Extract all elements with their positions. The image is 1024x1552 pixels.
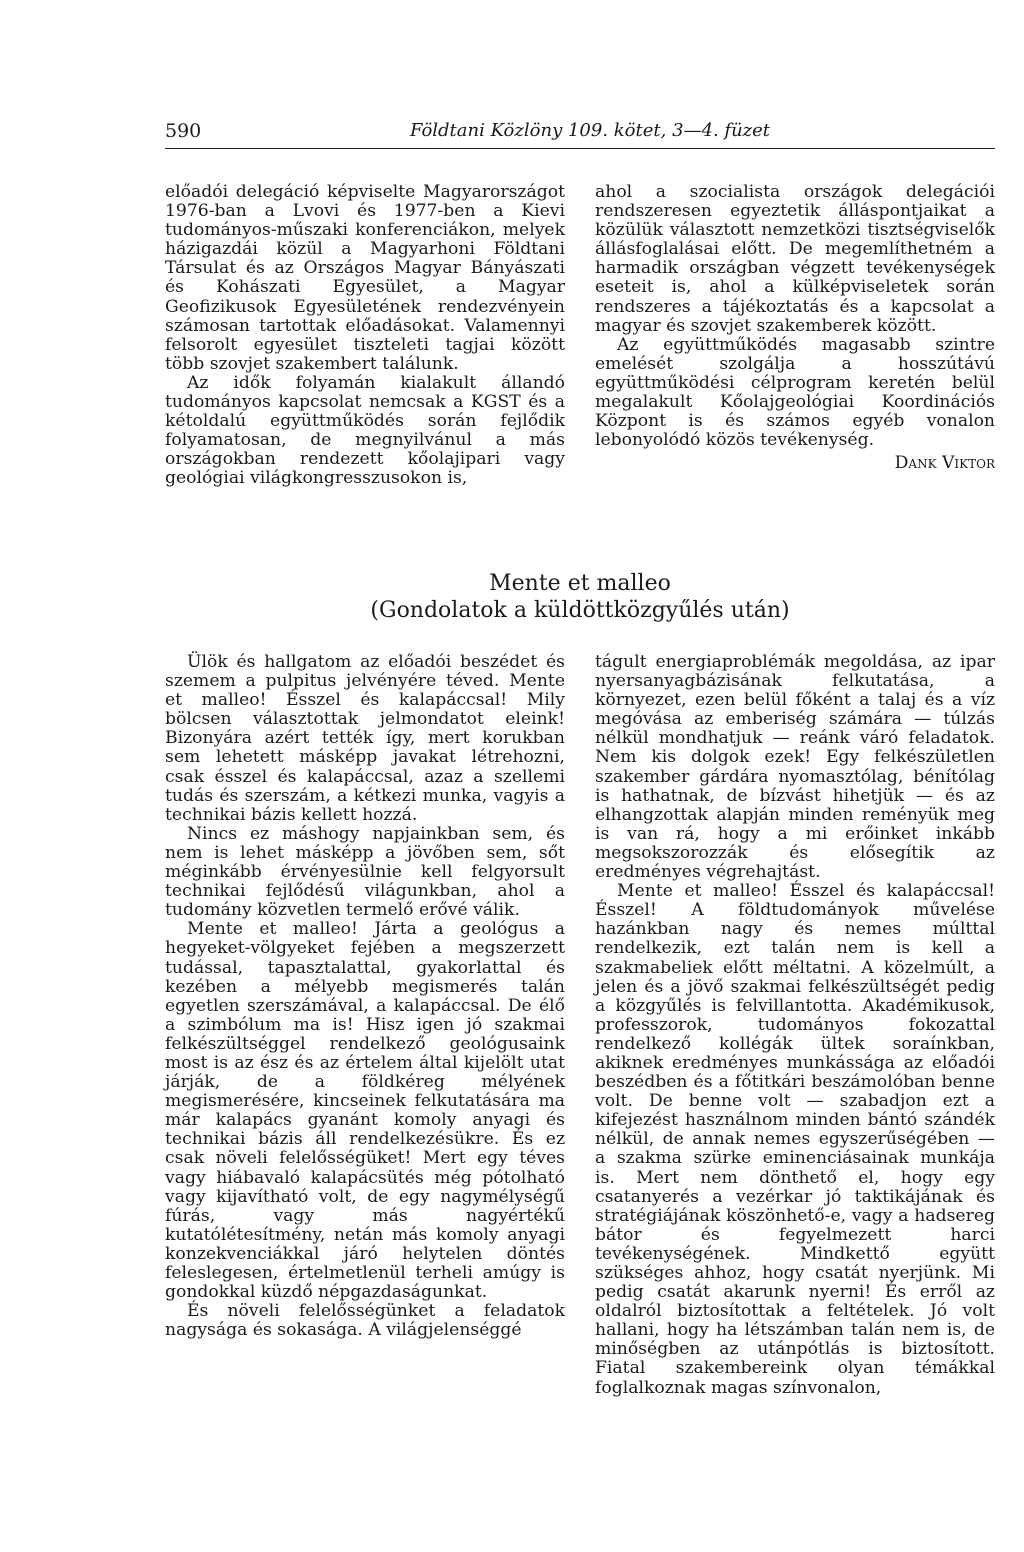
page-header	[165, 120, 995, 149]
paragraph: előadói delegáció képviselte Magyarországot 1976-ban a Lvovi és 1977-ben a Kievi tudományos-műszaki konferenciákon, melyek házigazdái közül a Magyarhoni Földtani Társulat és az Országos Magyar Bányászati és Kohászati Egyesület, a Magyar Geofizikusok Egyesületének rendezvényein számosan tartottak előadásokat. Valamennyi felsorolt egyesület tiszteleti tagjai között több szovjet szakembert találunk.	[165, 182, 565, 374]
author-signature: Dank Viktor	[894, 453, 995, 474]
article-title: Mente et malleo	[489, 571, 671, 596]
top-right-column	[595, 183, 995, 473]
paragraph: ahol a szocialista országok delegációi rendszeresen egyeztetik álláspontjaikat a közülük választott nemzetközi tisztségviselők állásfoglalásai előtt. De megemlíthetném a harmadik országban végzett tevékenységek eseteit is, ahol a külképviseletek során rendszeres a tájékoztatás és a kapcsolat a magyar és szovjet szakemberek között.	[595, 182, 995, 336]
paragraph: Az idők folyamán kialakult állandó tudományos kapcsolat nemcsak a KGST és a kétoldalú együttműködés során fejlődik folyamatosan, de megnyilvánul a más országokban rendezett kőolajipari vagy geológiai világkongresszusokon is,	[165, 372, 565, 489]
paragraph: tágult energiaproblémák megoldása, az ipar nyersanyagbázisának felkutatása, a környezet, ezen belül főként a talaj és a víz megóvása az emberiség számára — túlzás nélkül mondhatjuk — reánk váró feladatok. Nem kis dolgok ezek! Egy felkészületlen szakember gárdára nyomasztólag, bénítólag is hathatnak, de bízvást hihetjük — és az elhangzottak alapján minden reményük meg is van rá, hogy a mi erőinket inkább megsokszorozzák és elősegítik az eredményes végrehajtást.	[595, 652, 995, 883]
article-subtitle: (Gondolatok a küldöttközgyűlés után)	[370, 598, 790, 623]
paragraph: Mente et malleo! Ésszel és kalapáccsal! Ésszel! A földtudományok művelése hazánkban nagy és nemes múlttal rendelkezik, ezt talán nem is kell a szakmabeliek előtt méltatni. A közelmúlt, a jelen és a jövő szakmai felkészültségét pedig a közgyűlés is felvillantotta. Akadémikusok, professzorok, tudományos fokozattal rendelkező kollégák ültek soraínkban, akiknek eredményes munkássága az előadói beszédben és a főtitkári beszámolóban benne volt. De benne volt — szabadjon ezt a kifejezést használnom minden bántó szándék nélkül, de annak nemes egyszerűségében — a szakma szürke eminenciásainak munkája is. Mert nem dönthető el, hogy egy csatanyerés a vezérkar jó taktikájának és stratégiájának köszönhető-e, vagy a hadsereg bátor és fegyelmezett harci tevékenységének. Mindkettő együtt szükséges ahhoz, hogy csatát nyerjünk. Mi pedig csatát akarunk nyerni! És erről az oldalról biztosítottak a feltételek. Jó volt hallani, hogy ha létszámban talán nem is, de minőségben az utánpótlás is biztosított. Fiatal szakembereink olyan témákkal foglalkoznak magas színvonalon,	[595, 881, 995, 1398]
running-head: Földtani Közlöny 109. kötet, 3—4. füzet	[409, 120, 771, 141]
paragraph: Ülök és hallgatom az előadói beszédet és szemem a pulpitus jelvényére téved. Mente et malleo! Ésszel és kalapáccsal! Mily bölcsen választottak jelmondatot eleink! Bizonyára azért tették így, mert korukban sem lehetett másképp javakat létrehozni, csak ésszel és kalapáccsal, azaz a szellemi tudás és szerszám, a kétkezi munka, vagyis a technikai bázis kellett hozzá.	[165, 652, 565, 825]
top-left-column	[165, 183, 565, 489]
page-number: 590	[165, 120, 202, 142]
paragraph: Nincs ez máshogy napjainkban sem, és nem is lehet másképp a jövőben sem, sőt méginkább érvényesülnie kell felgyorsult technikai fejlődésű világunkban, ahol a tudomány közvetlen termelő erővé válik.	[165, 823, 565, 921]
bottom-left-column	[165, 653, 565, 1340]
bottom-right-column	[595, 653, 995, 1398]
article-heading	[165, 570, 995, 624]
paragraph: Mente et malleo! Járta a geológus a hegyeket-völgyeket fejében a megszerzett tudással, tapasztalattal, gyakorlattal és kezében a mélyebb megismerés talán egyetlen szerszámával, a kalapáccsal. De élő a szimbólum ma is! Hisz igen jó szakmai felkészültséggel rendelkező geológusaink most is az ész és az értelem által kijelölt utat járják, de a földkéreg mélyének megismerésére, kincseinek felkutatására ma már kalapács gyanánt komoly anyagi és technikai bázis áll rendelkezésükre. És ez csak növeli felelősségüket! Mert egy téves vagy hiábavaló kalapácsütés még pótolható vagy kijavítható volt, de egy nagymélységű fúrás, vagy más nagyértékű kutatólétesítmény, netán más komoly anyagi konzekvenciákkal járó helytelen döntés feleslegesen, értelmetlenül terheli amúgy is gondokkal küzdő népgazdaságunkat.	[165, 919, 565, 1303]
paragraph: Az együttműködés magasabb szintre emelését szolgálja a hosszútávú együttműködési célprogram keretén belül megalakult Kőolajgeológiai Koordinációs Központ is és számos egyéb vonalon lebonyolódó közös tevékenység.	[595, 334, 995, 451]
paragraph: És növeli felelősségünket a feladatok nagysága és sokasága. A világjelenséggé	[165, 1301, 565, 1341]
